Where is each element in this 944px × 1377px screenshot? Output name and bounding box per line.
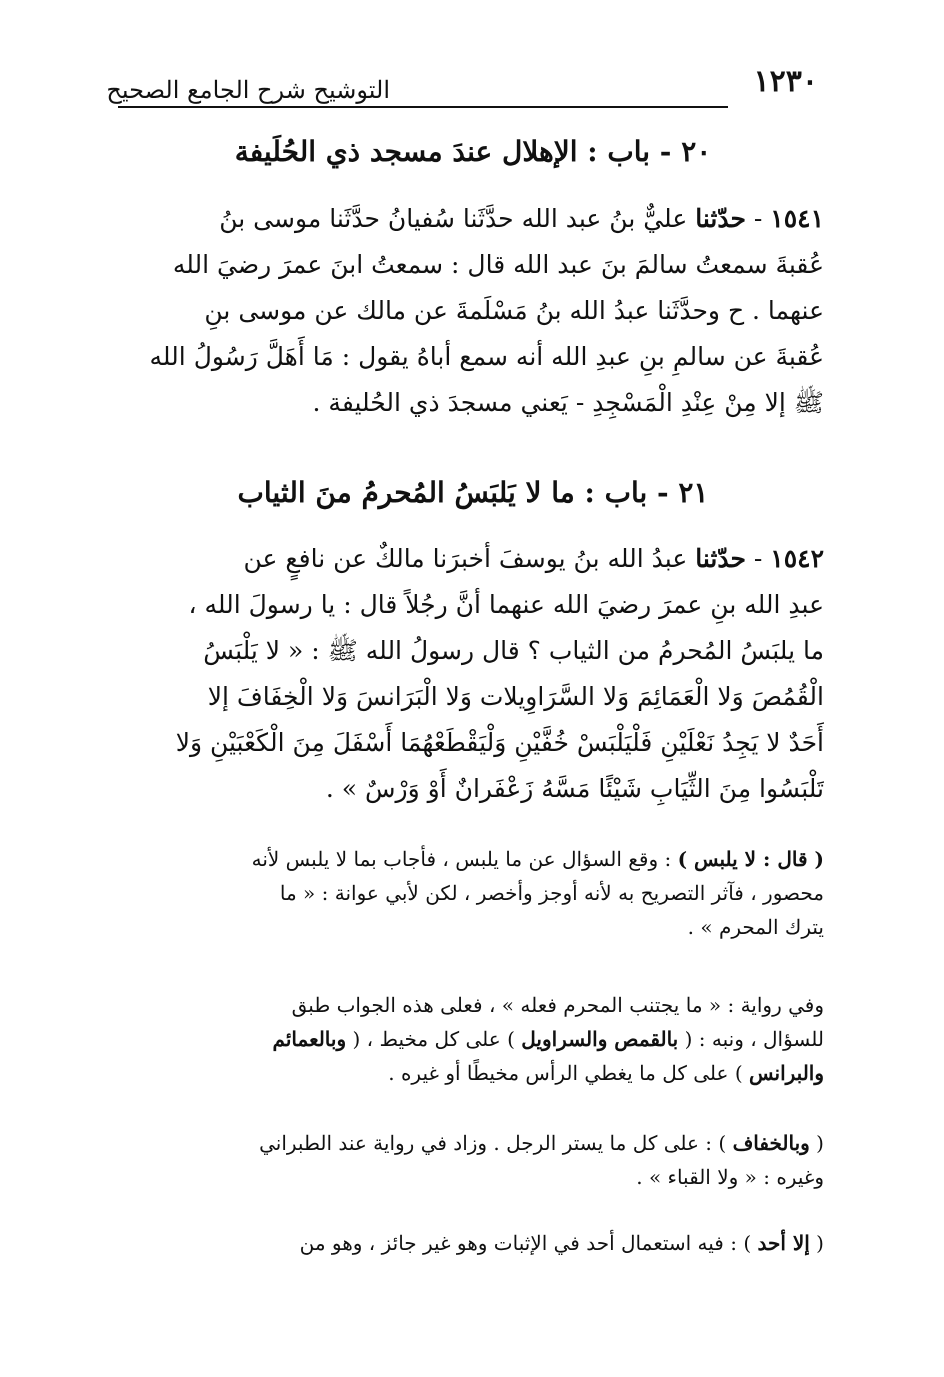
commentary-1-lemma: ( قال : لا يلبس ) bbox=[677, 847, 824, 871]
hadith-1541-line-3: عنهما . ح وحدَّثَنا عبدُ الله بنُ مَسْلَمةَ عن مالك عن موسى بنِ bbox=[204, 296, 824, 325]
commentary-paragraph-3 bbox=[122, 1126, 824, 1194]
chapter-21-heading: ٢١ - باب : ما لا يَلبَسُ المُحرمُ منَ الثياب bbox=[237, 476, 709, 509]
header-rule bbox=[118, 106, 728, 108]
hadith-1542-line-1: ١٥٤٢ - حدّثنا عبدُ الله بنُ يوسفَ أخبرَنا مالكٌ عن نافعٍ عن bbox=[243, 544, 824, 573]
page-header bbox=[106, 58, 818, 108]
hadith-1541 bbox=[122, 196, 824, 426]
hadith-1542 bbox=[122, 536, 824, 812]
commentary-2-lemma-3: والبرانس bbox=[749, 1061, 824, 1085]
chapter-20-heading: ٢٠ - باب : الإهلال عندَ مسجد ذي الحُلَيفة bbox=[234, 135, 712, 168]
commentary-3-line-1: ( وبالخفاف ) : على كل ما يستر الرجل . وزاد في رواية عند الطبراني bbox=[259, 1131, 824, 1155]
commentary-2-line-1: وفي رواية : « ما يجتنب المحرم فعله » ، فعلى هذه الجواب طبق bbox=[291, 993, 824, 1017]
hadith-1541-line-2: عُقبةَ سمعتُ سالمَ بنَ عبد الله قال : سمعتُ ابنَ عمرَ رضيَ الله bbox=[172, 250, 824, 279]
hadith-1541-line-4: عُقبةَ عن سالمِ بنِ عبدِ الله أنه سمع أباهُ يقول : مَا أَهَلَّ رَسُولُ الله bbox=[149, 342, 824, 371]
hadith-1542-label: حدّثنا bbox=[695, 544, 746, 573]
hadith-1541-line-5: ﷺ إلا مِنْ عِنْدِ الْمَسْجِدِ - يَعني مسجدَ ذي الحُليفة . bbox=[312, 388, 824, 417]
commentary-4-line-1: ( إلا أحد ) : فيه استعمال أحد في الإثبات وهو غير جائز ، وهو من bbox=[299, 1231, 824, 1255]
page-number: ١٢٣٠ bbox=[753, 64, 818, 99]
hadith-1542-line-2: عبدِ الله بنِ عمرَ رضيَ الله عنهما أنَّ رجُلاً قال : يا رسولَ الله ، bbox=[188, 590, 824, 619]
hadith-1541-line-1: ١٥٤١ - حدّثنا عليٌّ بنُ عبد الله حدَّثَنا سُفيانُ حدَّثَنا موسى بنُ bbox=[219, 204, 824, 233]
commentary-4-lemma: إلا أحد bbox=[757, 1231, 810, 1255]
hadith-1542-number: ١٥٤٢ bbox=[770, 544, 824, 573]
hadith-1542-line-3: ما يلبَسُ المُحرمُ من الثياب ؟ قال رسولُ الله ﷺ : « لا يَلْبَسُ bbox=[203, 636, 824, 665]
commentary-3-line-2: وغيره : « ولا القباء » . bbox=[636, 1165, 824, 1189]
hadith-1541-label: حدّثنا bbox=[695, 204, 746, 233]
hadith-1542-line-6: تَلْبَسُوا مِنَ الثِّيَابِ شَيْئًا مَسَّهُ زَعْفَرانٌ أَوْ وَرْسٌ » . bbox=[325, 774, 824, 803]
hadith-1542-line-4: الْقُمُصَ وَلا الْعَمَائِمَ وَلا السَّرَاوِيلات وَلا الْبَرَانسَ وَلا الْخِفَافَ إلا bbox=[207, 682, 824, 711]
commentary-2-line-2: للسؤال ، ونبه : ( بالقمص والسراويل ) على كل مخيط ، ( وبالعمائم bbox=[272, 1027, 824, 1051]
commentary-1-line-2: محصور ، فآثر التصريح به لأنه أوجز وأخصر ، لكن لأبي عوانة : « ما bbox=[279, 881, 824, 905]
commentary-2-lemma-1: بالقمص والسراويل bbox=[521, 1027, 679, 1051]
commentary-paragraph-1 bbox=[122, 842, 824, 944]
commentary-2-line-3: والبرانس ) على كل ما يغطي الرأس مخيطًا أو غيره . bbox=[388, 1061, 824, 1085]
commentary-2-lemma-2: وبالعمائم bbox=[272, 1027, 347, 1051]
commentary-1-line-3: يترك المحرم » . bbox=[687, 915, 824, 939]
commentary-paragraph-2 bbox=[122, 988, 824, 1090]
running-title: التوشيح شرح الجامع الصحيح bbox=[106, 76, 390, 104]
hadith-1542-line-5: أَحَدٌ لا يَجِدُ نَعْلَيْنِ فَلْيَلْبَسْ خُفَّيْنِ وَلْيَقْطَعْهُمَا أَسْفَلَ مِنَ الْكَعْبَيْنِ وَلا bbox=[175, 728, 824, 757]
commentary-1-line-1: ( قال : لا يلبس ) : وقع السؤال عن ما يلبس ، فأجاب بما لا يلبس لأنه bbox=[251, 847, 824, 871]
hadith-1541-number: ١٥٤١ bbox=[770, 204, 824, 233]
commentary-3-lemma: وبالخفاف bbox=[732, 1131, 810, 1155]
commentary-paragraph-4 bbox=[122, 1226, 824, 1260]
hadith-1542-text-1: عبدُ الله بنُ يوسفَ أخبرَنا مالكٌ عن نافعٍ عن bbox=[243, 544, 688, 573]
hadith-1541-text-1: عليٌّ بنُ عبد الله حدَّثَنا سُفيانُ حدَّثَنا موسى بنُ bbox=[219, 204, 688, 233]
